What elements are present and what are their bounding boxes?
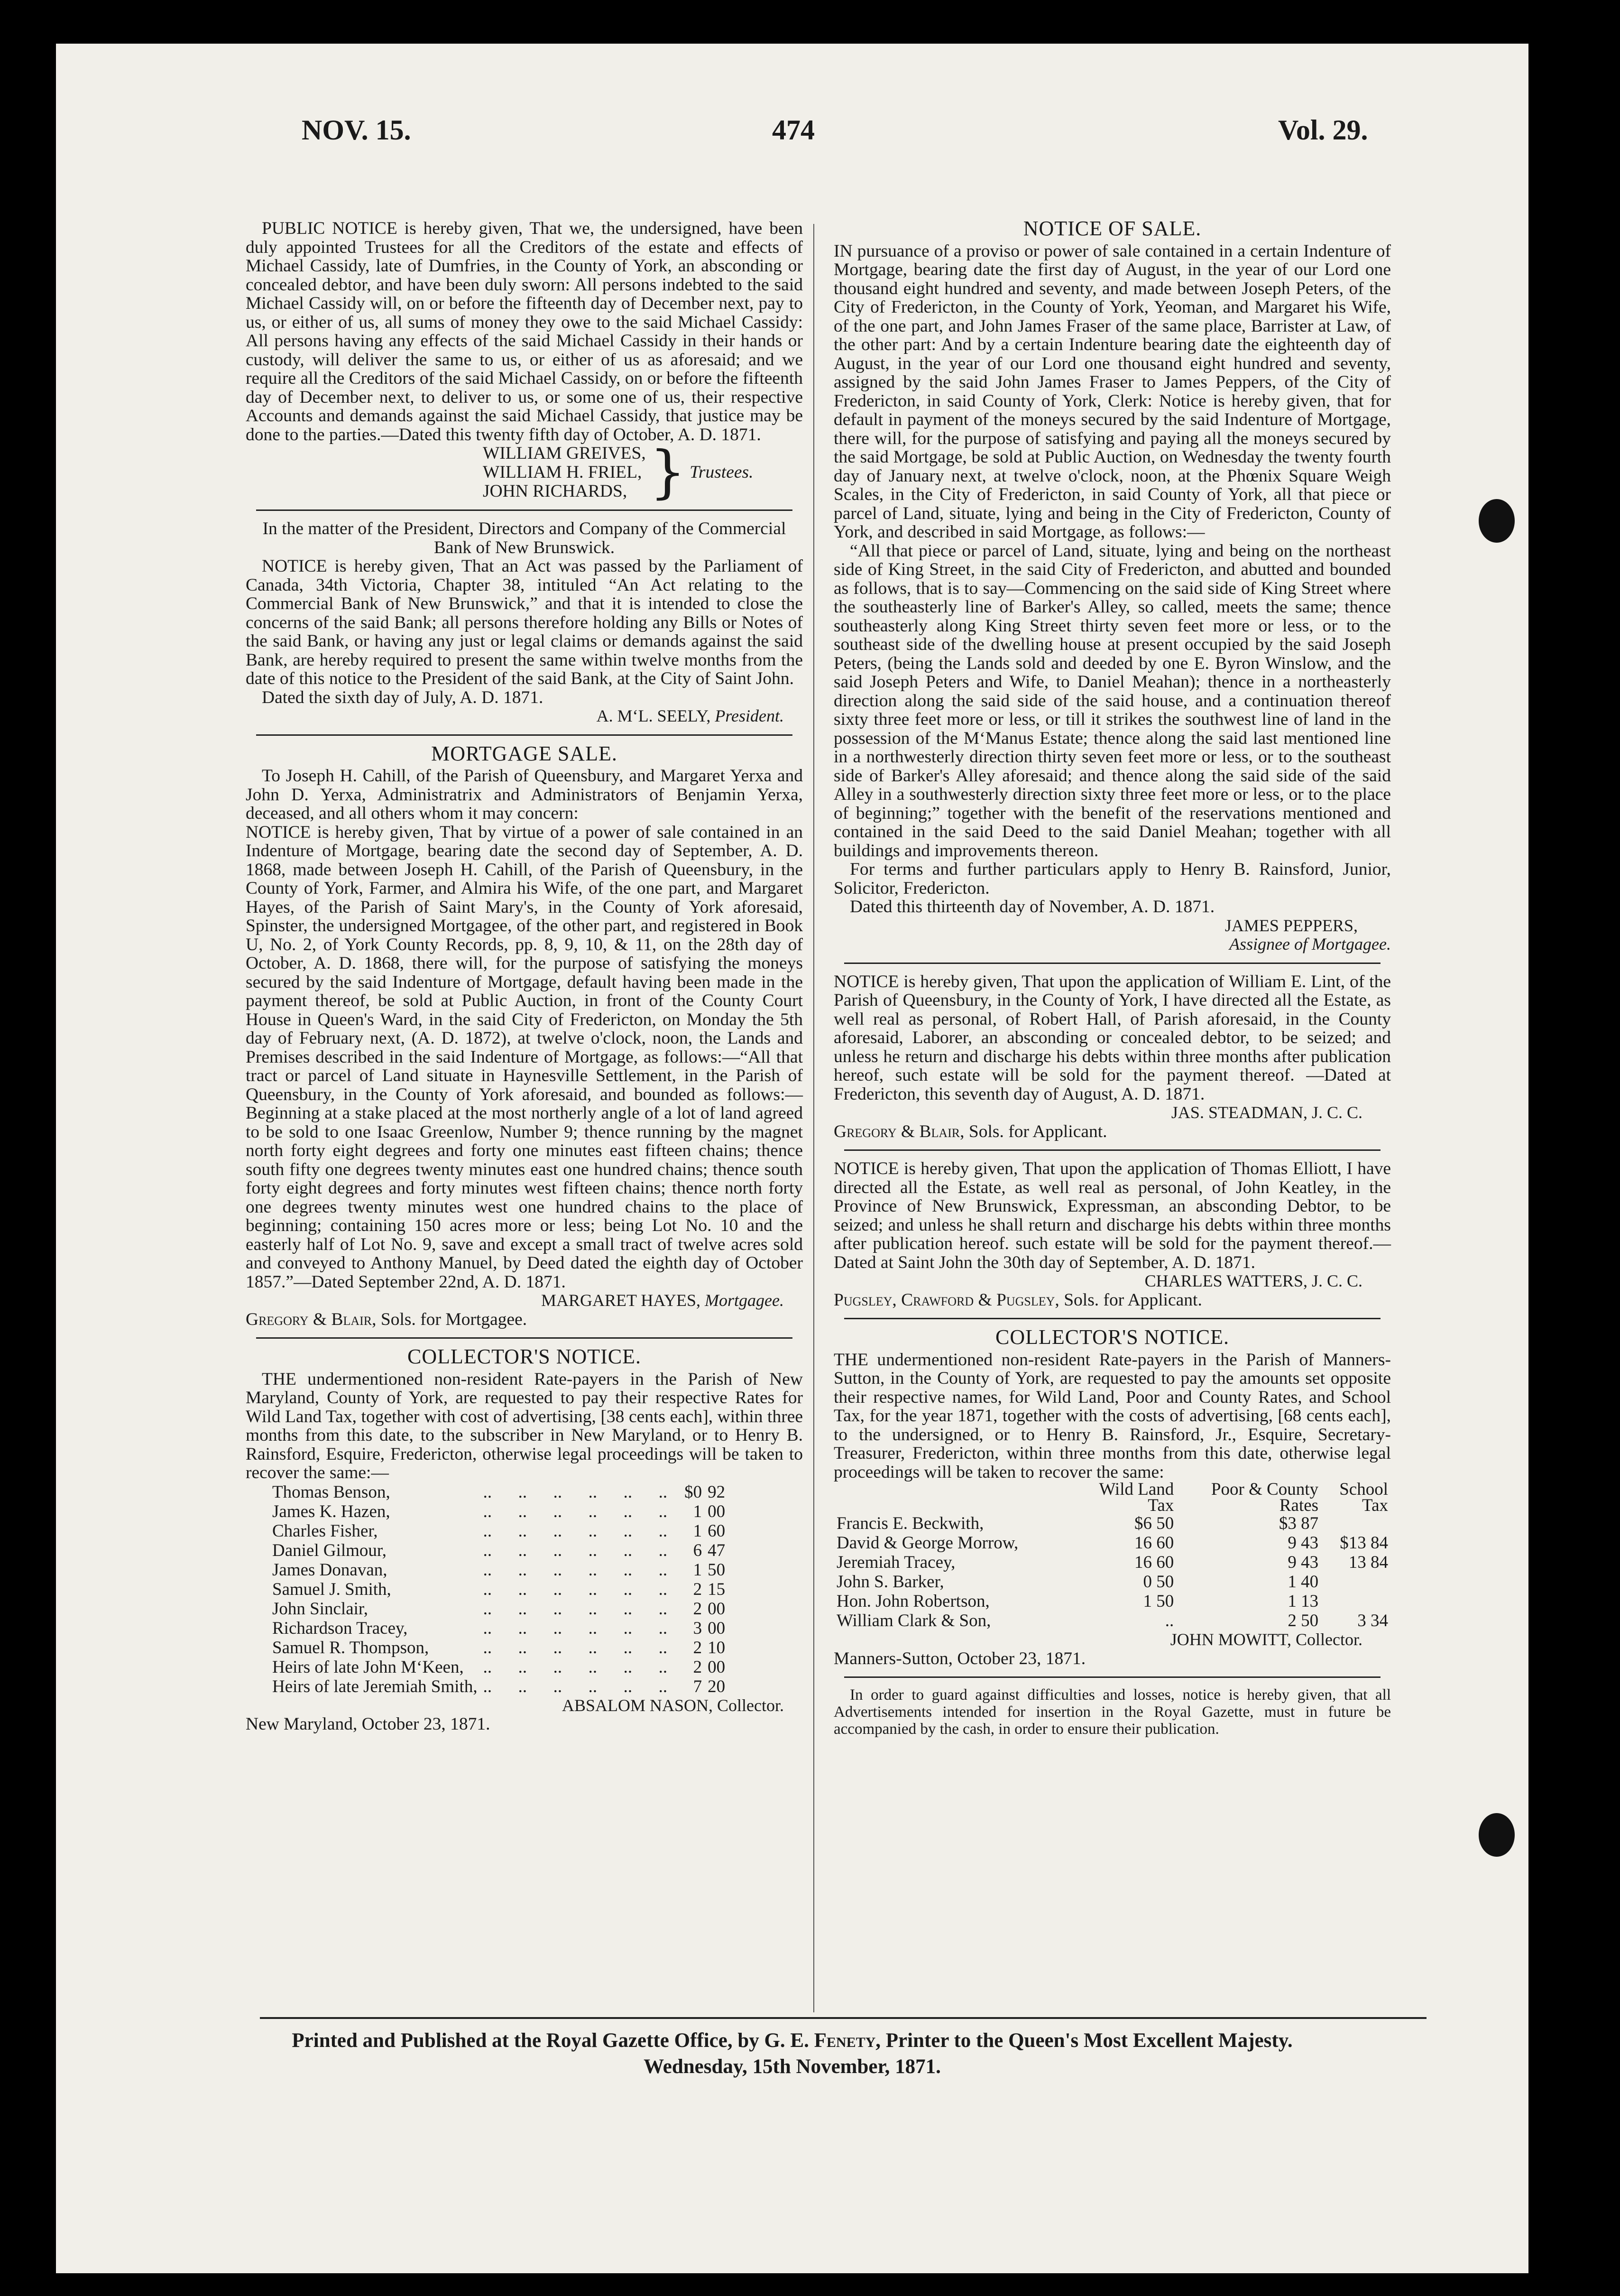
rate-dollars: 2 [693,1657,702,1677]
solicitor-firm: Pugsley, Crawford & Pugsley, [834,1290,1059,1310]
ratepayer-name: Francis E. Beckwith, [837,1514,984,1533]
leader-dots: .. .. .. .. .. .. [483,1560,668,1580]
wild-land-tax: 1 50 [1143,1592,1174,1611]
ratepayer-name: Daniel Gilmour, [272,1540,387,1560]
table-row [269,1619,728,1638]
lint-notice-solicitors [834,1122,1391,1141]
leader-dots: .. .. .. .. .. .. [483,1599,668,1619]
rate-dollars: $0 [684,1482,702,1502]
poor-county-rates: 2 50 [1288,1611,1319,1630]
manners-sutton-text: THE undermentioned non-resident Rate-payers in the Parish of Manners-Sutton, in the County of York, are requested to pay the amounts set opposite their respective names, for Wild Land, Poor and County Rates, and School Tax, for the year 1871, together with the costs of advertising, [68 cents each], to the undersigned, or to Henry B. Rainsford, Jr., Esquire, Secretary-Treasurer, Fredericton, within three months from this date, otherwise legal proceedings will be taken to recover the same: [834,1350,1391,1482]
signer-name: MARGARET HAYES, [541,1291,701,1310]
footer-rule [260,2017,1427,2019]
notice-of-sale-role: Assignee of Mortgagee. [1229,935,1391,954]
signer-role: Mortgagee. [705,1291,784,1310]
volume-number: Vol. 29. [1278,114,1368,146]
divider [256,734,792,736]
wild-land-tax: .. [1165,1611,1174,1630]
page-number: 474 [772,114,815,146]
table-row [269,1502,728,1521]
table-row [834,1514,1391,1533]
rate-cents: 15 [708,1579,726,1599]
ratepayer-table [269,1482,728,1696]
rate-cents: 60 [708,1521,726,1541]
right-column [834,219,1391,1738]
collector-notice-text: THE undermentioned non-resident Rate-payers in the Parish of New Maryland, County of York, are requested to pay their respective Rates for Wild Land Tax, together with cost of advertising, [38 cents each], within three months from this date, to the subscriber in New Maryland, or to Henry B. Rainsford, Esquire, Fredericton, otherwise legal proceedings will be taken to recover the same:— [246,1369,803,1482]
solicitor-firm: Gregory & Blair, [246,1309,377,1329]
solicitor-role: Sols. for Applicant. [1064,1290,1202,1310]
divider [844,963,1381,964]
wild-land-tax: $6 50 [1134,1514,1174,1533]
table-row [834,1553,1391,1572]
left-column [246,219,803,1734]
leader-dots: .. .. .. .. .. .. [483,1482,668,1502]
rate-dollars: 3 [693,1618,702,1638]
ratepayer-name: James K. Hazen, [272,1501,390,1521]
leader-dots: .. .. .. .. .. .. [483,1618,668,1638]
divider [844,1149,1381,1151]
leader-dots: .. .. .. .. .. .. [483,1676,668,1696]
ratepayer-name: Hon. John Robertson, [837,1592,990,1611]
manners-sutton-title: COLLECTOR'S NOTICE. [995,1325,1229,1349]
elliott-notice-signer: CHARLES WATTERS, J. C. C. [1144,1271,1362,1290]
solicitor-role: Sols. for Applicant. [968,1121,1107,1141]
table-row [834,1592,1391,1611]
rate-dollars: 1 [693,1521,702,1541]
rate-cents: 10 [708,1638,726,1657]
trustee-signatures [483,439,803,505]
column-separator [813,224,814,2012]
trustee-name: WILLIAM GREIVES, [483,444,646,463]
trustee-name: JOHN RICHARDS, [483,481,627,501]
solicitor-role: Sols. for Mortgagee. [380,1309,527,1329]
ratepayer-name: Heirs of late John M‘Keen, [272,1657,464,1677]
rate-dollars: 2 [693,1599,702,1619]
table-row [834,1572,1391,1592]
notice-of-sale-date: Dated this thirteenth day of November, A. D. 1871. [850,897,1215,917]
imprint-text: Printer to the Queen's Most Excellent Majesty. [885,2029,1293,2052]
divider [256,509,792,511]
ratepayer-name: James Donavan, [272,1560,387,1580]
leader-dots: .. .. .. .. .. .. [483,1657,668,1677]
printer-name: Fenety, [814,2029,881,2052]
school-tax: 13 84 [1348,1553,1388,1572]
binding-hole-bottom [1479,1813,1515,1857]
table-row [269,1482,728,1502]
notice-of-sale-signer: JAMES PEPPERS, [1224,916,1358,935]
col-header-poor: Poor & County Rates [1211,1480,1319,1515]
ratepayer-name: Heirs of late Jeremiah Smith, [272,1676,478,1696]
bank-notice-heading: In the matter of the President, Directors and Company of the Commercial Bank of New Brunswick. [262,519,786,557]
poor-county-rates: 1 13 [1288,1592,1319,1611]
ratepayer-name: Samuel J. Smith, [272,1579,391,1599]
manners-sutton-signer: JOHN MOWITT, Collector. [1170,1630,1362,1649]
wild-land-tax: 16 60 [1134,1533,1174,1553]
rate-cents: 00 [708,1618,726,1638]
bank-notice-text: NOTICE is hereby given, That an Act was passed by the Parliament of Canada, 34th Victoria, Chapter 38, intituled “An Act relating to the Commercial Bank of New Brunswick,” and that it is intended to close the concerns of the said Bank; all persons therefore holding any Bills or Notes of the said Bank, or having any just or legal claims or demands against the said Bank, are hereby required to present the same within twelve months from the date of this notice to the President of the said Bank, at the City of Saint John. [246,556,803,688]
ratepayer-name: Richardson Tracey, [272,1618,408,1638]
ratepayer-name: Charles Fisher, [272,1521,378,1541]
rate-cents: 47 [708,1540,726,1560]
issue-date: NOV. 15. [302,114,411,146]
notice-of-sale-quote: “All that piece or parcel of Land, situate, lying and being on the northeast side of King Street, in the said City of Fredericton, and abutted and bounded as follows, that is to say—Commencing on the said side of King Street where the southeasterly line of Barker's Alley, so called, meets the same; thence southeasterly along King Street thirty seven feet more or less, or to the southeast side of the dwelling house at present occupied by the said Joseph Peters, (being the Lands sold and deeded by one E. Byron Winslow, and the said Joseph Peters and Wife, to Daniel Meahan); thence in a northeasterly direction along the said side of the said house, and a continuation thereof sixty three feet more or less, or till it strikes the southwest line of land in the possession of the M‘Manus Estate; thence along the said last mentioned line in a northwesterly direction thirty seven feet more or less, or to the southeast side of Barker's Alley aforesaid; and thence along the said side of the said Alley in a southwesterly direction sixty three feet more or less, or to the place of beginning;” together with the benefit of the reservations mentioned and contained in the said Deed to the said Daniel Meahan; together with all buildings and improvements thereon. [834,541,1391,861]
leader-dots: .. .. .. .. .. .. [483,1501,668,1521]
ratepayer-name: John Sinclair, [272,1599,368,1619]
table-row [834,1533,1391,1553]
table-row [269,1560,728,1580]
divider [256,1337,792,1339]
table-row [269,1657,728,1677]
ratepayer-name: David & George Morrow, [837,1533,1019,1553]
col-header-school: School Tax [1339,1480,1388,1515]
mortgage-sale-title: MORTGAGE SALE. [431,741,617,765]
collector-notice-title: COLLECTOR'S NOTICE. [407,1345,641,1368]
gazette-page [56,44,1528,2273]
mortgage-sale-text: NOTICE is hereby given, That by virtue of a power of sale contained in an Indenture of Mortgage, bearing date the second day of September, A. D. 1868, made between Joseph H. Cahill, of the Parish of Queensbury, in the County of York, Farmer, and Almira his Wife, of the one part, and Margaret Hayes, of the Parish of Saint Mary's, in the County of York aforesaid, Spinster, the undersigned Mortgagee, of the other part, and registered in Book U, No. 2, of York County Records, pp. 8, 9, 10, & 11, on the 28th day of October, A. D. 1868, there will, for the purpose of satisfying the moneys secured by the said Indenture of Mortgage, default having been made in the payment thereof, be sold at Public Auction, in front of the County Court House in Queen's Ward, in the said City of Fredericton, on Monday the 5th day of February next, (A. D. 1872), at twelve o'clock, noon, the Lands and Premises described in the said Indenture of Mortgage, as follows:—“All that tract or parcel of Land situate in Haynesville Settlement, in the Parish of Queensbury, in the County of York aforesaid, and bounded as follows:—Beginning at a stake placed at the most northerly angle of a lot of land agreed to be sold to one Isaac Greenlow, Number 9; thence running by the magnet north forty eight degrees and forty one minutes east fifteen chains; thence south fifty one degrees twenty minutes east one hundred chains; thence south forty eight degrees and forty minutes west fifteen chains; thence north forty one degrees twenty minutes west one hundred chains to the place of beginning; containing 150 acres more or less; being Lot No. 10 and the easterly half of Lot No. 9, save and except a small tract of twelve acres sold and conveyed to Anthony Manuel, by Deed dated the eighth day of October 1857.”—Dated September 22nd, A. D. 1871. [246,822,803,1292]
rate-dollars: 2 [693,1579,702,1599]
divider [844,1676,1381,1678]
wild-land-tax: 0 50 [1143,1572,1174,1592]
ratepayer-name: John S. Barker, [837,1572,944,1592]
table-row [269,1638,728,1657]
poor-county-rates: 9 43 [1288,1533,1319,1553]
divider [844,1318,1381,1319]
table-row [269,1521,728,1541]
poor-county-rates: $3 87 [1279,1514,1319,1533]
table-row [269,1541,728,1560]
rate-dollars: 7 [693,1676,702,1696]
advertising-advice: In order to guard against difficulties and losses, notice is hereby given, that all Advertisements intended for insertion in the Royal Gazette, must in future be accompanied by the cash, in order to ensure their publication. [834,1686,1391,1738]
trustee-notice-text: PUBLIC NOTICE is hereby given, That we, the undersigned, have been duly appointed Trustees for all the Creditors of the estate and effects of Michael Cassidy, late of Dumfries, in the County of York, an absconding or concealed debtor, and have been duly sworn: All persons indebted to the said Michael Cassidy will, on or before the fifteenth day of December next, pay to us, or either of us, all sums of money they owe to the said Michael Cassidy: All persons having any effects of the said Michael Cassidy in their hands or custody, will deliver the same to us, or either of us as aforesaid; and we require all the Creditors of the said Michael Cassidy, on or before the fifteenth day of December next, to deliver to us, or some one of us, their respective Accounts and demands against the said Michael Cassidy, that justice may be done to the parties.—Dated this twenty fifth day of October, A. D. 1871. [246,219,803,444]
poor-county-rates: 1 40 [1288,1572,1319,1592]
col-header-wild: Wild Land Tax [1099,1480,1174,1515]
school-tax: 3 34 [1357,1611,1388,1630]
bank-notice-date: Dated the sixth day of July, A. D. 1871. [262,687,543,707]
signer-name: A. M‘L. SEELY, [596,706,711,725]
footer-imprint [56,2029,1528,2052]
ratepayer-name: Jeremiah Tracey, [837,1553,956,1572]
table-row [269,1677,728,1696]
school-tax [1321,1592,1391,1611]
mortgage-sale-solicitors [246,1310,803,1329]
rate-cents: 92 [708,1482,726,1502]
school-tax [1321,1572,1391,1592]
collector-signature: ABSALOM NASON, Collector. [561,1695,784,1715]
signer-role: President. [715,706,784,725]
mortgage-sale-address: To Joseph H. Cahill, of the Parish of Queensbury, and Margaret Yerxa and John D. Yerxa, Administratrix and Administrators of Benjamin Yerxa, deceased, and all others whom it may concern: [246,766,803,823]
binding-hole-top [1479,499,1515,543]
wild-land-tax: 16 60 [1134,1553,1174,1572]
manners-sutton-table [834,1481,1391,1630]
elliott-notice-text: NOTICE is hereby given, That upon the application of Thomas Elliott, I have directed all the Estate, as well real as personal, of John Keatley, in the Province of New Brunswick, Expressman, an absconding Debtor, to be seized; and unless he shall return and discharge his debts within three months after publication hereof. such estate will be sold for the payment thereof.—Dated at Saint John the 30th day of September, A. D. 1871. [834,1159,1391,1272]
notice-of-sale-text: IN pursuance of a proviso or power of sale contained in a certain Indenture of Mortgage, bearing date the first day of August, in the year of our Lord one thousand eight hundred and seventy, and made between Joseph Peters, of the City of Fredericton, in the County of York, Yeoman, and Margaret his Wife, of the one part, and John James Fraser of the same place, Barrister at Law, of the other part: And by a certain Indenture bearing date the eighteenth day of August, in the year of our Lord one thousand eight hundred and seventy, assigned by the said John James Fraser to James Peppers, of the City of Fredericton, in said County of York, Clerk: Notice is hereby given, that for default in payment of the moneys secured by the said Indenture of Mortgage, there will, for the purpose of satisfying and paying all the moneys secured by the said Mortgage, be sold at Public Auction, on Wednesday the twenty fourth day of January next, at twelve o'clock, noon, at the Phœnix Square Weigh Scales, in the City of Fredericton, in said County of York, all that piece or parcel of Land, situate, lying and being in the City of Fredericton, County of York, and described in said Mortgage, as follows:— [834,241,1391,542]
rate-cents: 00 [708,1657,726,1677]
ratepayer-name: William Clark & Son, [837,1611,991,1630]
school-tax: $13 84 [1340,1533,1388,1553]
rate-cents: 00 [708,1599,726,1619]
ratepayer-name: Samuel R. Thompson, [272,1638,429,1657]
trustees-label: Trustees. [690,463,754,482]
leader-dots: .. .. .. .. .. .. [483,1540,668,1560]
leader-dots: .. .. .. .. .. .. [483,1638,668,1657]
rate-dollars: 6 [693,1540,702,1560]
rate-dollars: 1 [693,1501,702,1521]
notice-of-sale-title: NOTICE OF SALE. [1023,217,1202,240]
imprint-text: Printed and Published at the Royal Gazette Office, by G. E. [292,2029,809,2052]
trustee-name: WILLIAM H. FRIEL, [483,463,642,482]
manners-sutton-place: Manners-Sutton, October 23, 1871. [834,1648,1086,1668]
ratepayer-name: Thomas Benson, [272,1482,390,1502]
collector-place-date: New Maryland, October 23, 1871. [246,1714,490,1734]
lint-notice-text: NOTICE is hereby given, That upon the application of William E. Lint, of the Parish of Queensbury, in the County of York, I have directed all the Estate, as well real as personal, of Robert Hall, of Parish aforesaid, in the County aforesaid, Laborer, an absconding or concealed debtor, to be seized; and unless he return and discharge his debts within three months after publication hereof, such estate will be sold for the payment thereof. —Dated at Fredericton, this seventh day of August, A. D. 1871. [834,972,1391,1104]
rate-dollars: 1 [693,1560,702,1580]
lint-notice-signer: JAS. STEADMAN, J. C. C. [1171,1103,1362,1122]
poor-county-rates: 9 43 [1288,1553,1319,1572]
rate-cents: 50 [708,1560,726,1580]
footer-date: Wednesday, 15th November, 1871. [644,2055,941,2078]
school-tax [1321,1514,1391,1533]
solicitor-firm: Gregory & Blair, [834,1121,965,1141]
table-row [269,1599,728,1619]
leader-dots: .. .. .. .. .. .. [483,1521,668,1541]
brace-glyph: } [649,439,686,505]
mortgage-sale-signature [246,1291,784,1310]
table-row [834,1611,1391,1630]
rate-dollars: 2 [693,1638,702,1657]
leader-dots: .. .. .. .. .. .. [483,1579,668,1599]
table-row [269,1580,728,1599]
bank-notice-signature [246,707,784,726]
rate-cents: 00 [708,1501,726,1521]
notice-of-sale-terms: For terms and further particulars apply to Henry B. Rainsford, Junior, Solicitor, Fredericton. [834,860,1391,898]
elliott-notice-solicitors [834,1291,1391,1310]
rate-cents: 20 [708,1676,726,1696]
